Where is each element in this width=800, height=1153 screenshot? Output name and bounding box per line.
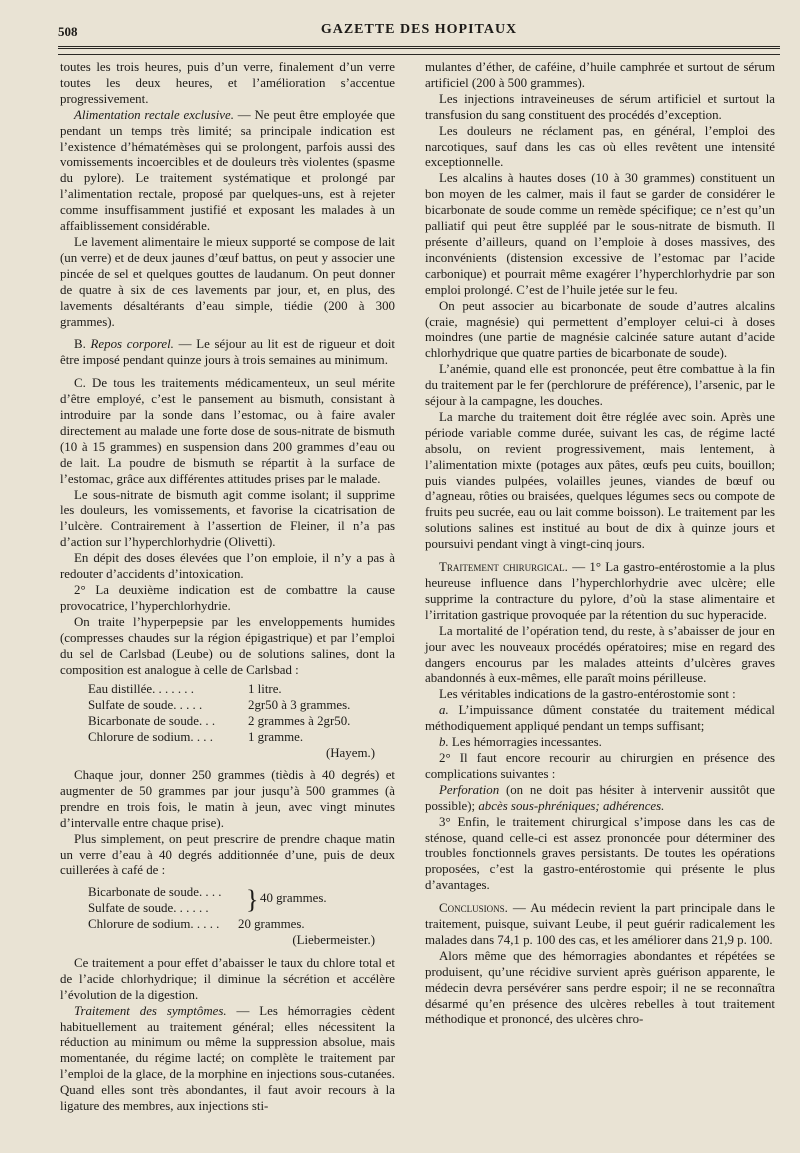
header-rule-double (58, 46, 780, 49)
paragraph: 2° La deuxième indication est de combattre la cause provocatrice, l’hyperchlorhydrie. (60, 583, 395, 613)
paragraph: C. De tous les traitements médicamenteux, un seul mérite d’être employé, c’est le pansement au bismuth, consistant à introduire par la sonde dans l’estomac, ou à faire avaler directement au malade une forte dose de sous-nitrate de bismuth (10 à 15 grammes) en suspension dans 200 grammes d’eau ou de lait. La poudre de bismuth se répartit à la surface de l’estomac, grâce aux différentes attitudes prises par le malade. (60, 376, 395, 486)
formula-row: Bicarbonate de soude. . . . (88, 885, 222, 900)
paragraph: Les alcalins à hautes doses (10 à 30 grammes) constituent un bon moyen de les calmer, mais il faut se garder de considérer le bicarbonate de soude comme un remède spécifique; ce n’est qu’un palliatif qui peut être suppléé par le sous-nitrate de bismuth. Il présente d’ailleurs, quand on l’emploie à doses massives, des inconvénients (distension excessive de l’estomac par l’acide carbonique) et pourrait même exagérer l’hyperchlorhydrie par son emploi prolongé. C’est de l’huile jetée sur le feu. (425, 171, 775, 297)
paragraph: Ce traitement a pour effet d’abaisser le taux du chlore total et de l’acide chlorhydrique; il diminue la sécrétion et accélère l’évolution de la digestion. (60, 955, 395, 1002)
section-label: Traitement chirurgical. (439, 560, 568, 575)
formula-row: Bicarbonate de soude. . . 2 grammes à 2gr50. (88, 714, 351, 729)
paragraph: On traite l’hyperpepsie par les enveloppements humides (compresses chaudes sur la région épigastrique) et par l’emploi du sel de Carlsbad (Leube) ou de solutions salines, dont la composition est analogue à celle de Carlsbad : (60, 614, 395, 677)
page-header (58, 18, 780, 42)
paragraph: Les véritables indications de la gastro-entérostomie sont : (439, 687, 736, 702)
paragraph: La mortalité de l’opération tend, du reste, à s’abaisser de jour en jour avec les nouveaux procédés opératoires; mise en regard des dangers encourus par les malades atteints d’ulcères graves abandonnés à eux-mêmes, elle paraît moins périlleuse. (425, 623, 775, 686)
formula-source: (Liebermeister.) (292, 933, 375, 948)
paragraph: Chaque jour, donner 250 grammes (tièdis à 40 degrés) et augmenter de 50 grammes par jour jusqu’à 500 grammes (à prendre en trois fois, le matin à jeun, avec vingt minutes d’intervalle entre chaque prise). (60, 767, 395, 830)
section-label: Repos corporel. (90, 337, 174, 352)
paragraph: Conclusions. — Au médecin revient la part principale dans le traitement, puisque, suivant Leube, il peut guérir radicalement les malades dans 74,1 p. 100 des cas, et les améliorer dans 21,9 p. 100. (425, 901, 775, 947)
paragraph: Alimentation rectale exclusive. — Ne peut être employée que pendant un temps très limité; sa principale indication est l’existence d’hématémèses qui se prolongent, parfois aussi des vomissements incoercibles et de douleurs très violentes (spasme du pylore). Le traitement systématique et prolongé par l’alimentation rectale, proposé par quelques-uns, est à rejeter comme insuffisamment justifié et exposant les malades à un affaiblissement considérable. (60, 107, 395, 234)
paragraph: Le lavement alimentaire le mieux supporté se compose de lait (un verre) et de deux jaunes d’œuf battus, on peut y associer une pincée de sel et quelques gouttes de laudanum. On peut donner de quatre à six de ces lavements par jour, et, en plus, des lavements désaltérants d’eau simple, tiédie (200 à 300 grammes). (60, 234, 395, 329)
formula-row: Chlorure de sodium. . . . 1 gramme. (88, 730, 304, 745)
section-label: Traitement des symptômes. (74, 1003, 227, 1018)
paragraph: La marche du traitement doit être réglée avec soin. Après une période variable comme durée, suivant les cas, de régime lacté absolu, on revient progressivement, mais lentement, à l’alimentation mixte (potages aux pâtes, œufs peu cuits, bouillon; puis viandes pulpées, volailles jeunes, viandes de bœuf ou d’agneau, rôties ou braisées, quelques légumes secs ou compote de fruits peu sucrée, eau ou lait comme boisson). Le traitement par les solutions salines est institué au bout de dix à quinze jours et poursuivi pendant vingt à vingt-cinq jours. (425, 409, 775, 552)
running-title: GAZETTE DES HOPITAUX (320, 22, 518, 37)
paragraph: L’anémie, quand elle est prononcée, peut être combattue à la fin du traitement par le fer (perchlorure de préférence), l’arsenic, par le séjour à la campagne, les douches. (425, 362, 775, 409)
section-label: Alimentation rectale exclusive. (74, 107, 234, 122)
paragraph: B. Repos corporel. — Le séjour au lit est de rigueur et doit être imposé pendant quinze jours à trois semaines au minimum. (60, 337, 395, 368)
formula-row: Eau distillée. . . . . . . 1 litre. (88, 682, 282, 697)
paragraph: On peut associer au bicarbonate de soude d’autres alcalins (craie, magnésie) qui permettent d’employer celui-ci à doses moindres (une partie de magnésie calcinée sature autant d’acide chlorhydrique que quatre parties de bicarbonate de soude). (425, 298, 775, 361)
paragraph: Plus simplement, on peut prescrire de prendre chaque matin un verre d’eau à 40 degrés additionnée d’une, puis de deux cuillerées à café de : (60, 831, 395, 878)
right-column (425, 60, 775, 1028)
section-label: Conclusions. (439, 901, 508, 916)
paragraph: Traitement des symptômes. — Les hémorragies cèdent habituellement au traitement général; elles nécessitent la réduction au minimum ou même la suppression absolue, mais momentanée, du régime lacté; on complète le traitement par l’emploi de la glace, de la morphine en injections sous-cutanées. Quand elles sont très abondantes, il faut avoir recours à la ligature des membres, aux injections sti- (60, 1003, 395, 1114)
paragraph: Alors même que des hémorragies abondantes et répétées se produisent, qu’une récidive survient après guérison apparente, le médecin devra persévérer sans perdre espoir; il ne se reconnaîtra désarmé qu’en présence des ulcères rebelles à tout traitement méthodique et prononcé, des ulcères chro- (425, 948, 775, 1027)
paragraph: Les douleurs ne réclament pas, en général, l’emploi des narcotiques, sauf dans les cas où elles revêtent une intensité exceptionnelle. (425, 123, 775, 170)
formula-row: Sulfate de soude. . . . . 2gr50 à 3 grammes. (88, 698, 351, 713)
page-number: 508 (58, 24, 78, 39)
formula-liebermeister (88, 885, 395, 949)
paragraph: Perforation (on ne doit pas hésiter à intervenir aussitôt que possible); abcès sous-phréniques; adhérences. (425, 782, 775, 813)
paragraph: Le sous-nitrate de bismuth agit comme isolant; il supprime les douleurs, les vomissements, et favorise la cicatrisation de l’ulcère. Contrairement à l’assertion de Fleiner, il n’a pas d’action sur l’hyperchlorhydrie (Olivetti). (60, 487, 395, 550)
formula-row: Chlorure de sodium. . . . . 20 grammes. (88, 917, 305, 932)
paragraph: Les injections intraveineuses de sérum artificiel et surtout la transfusion du sang constituent des procédés d’exception. (425, 91, 775, 122)
formula-brace-value: 40 grammes. (260, 891, 327, 906)
formula-carlsbad (88, 682, 395, 762)
paragraph: 3° Enfin, le traitement chirurgical s’impose dans les cas de sténose, quand celle-ci est assez prononcée pour déterminer des troubles fonctionnels graves persistants. De toutes les opérations proposées, c’est la gastro-entérostomie qui présente le plus d’avantages. (425, 814, 775, 893)
brace-icon: } (246, 885, 259, 915)
formula-source: (Hayem.) (325, 746, 375, 761)
paragraph: a. L’impuissance dûment constatée du traitement médical méthodiquement appliqué pendant un temps suffisant; (425, 703, 775, 734)
paragraph: b. Les hémorragies incessantes. (439, 735, 602, 750)
paragraph: toutes les trois heures, puis d’un verre, finalement d’un verre toutes les deux heures, et l’amélioration s’accentue progressivement. (60, 60, 395, 106)
paragraph: 2° Il faut encore recourir au chirurgien en présence des complications suivantes : (425, 750, 775, 781)
header-rule-thin (58, 54, 780, 55)
paragraph: En dépit des doses élevées que l’on emploie, il n’y a pas à redouter d’accidents d’intoxication. (60, 551, 395, 582)
paragraph: Traitement chirurgical. — 1° La gastro-entérostomie a la plus heureuse influence dans l’hyperchlorhydrie avec ulcère; elle supprime la contracture du pylore, d’où la stase alimentaire et l’irritation gastrique provoquée par la rétention du suc hyperacide. (425, 560, 775, 622)
left-column (60, 60, 395, 1115)
formula-row: Sulfate de soude. . . . . . (88, 901, 209, 916)
paragraph: mulantes d’éther, de caféine, d’huile camphrée et surtout de sérum artificiel (200 à 500 grammes). (425, 60, 775, 90)
